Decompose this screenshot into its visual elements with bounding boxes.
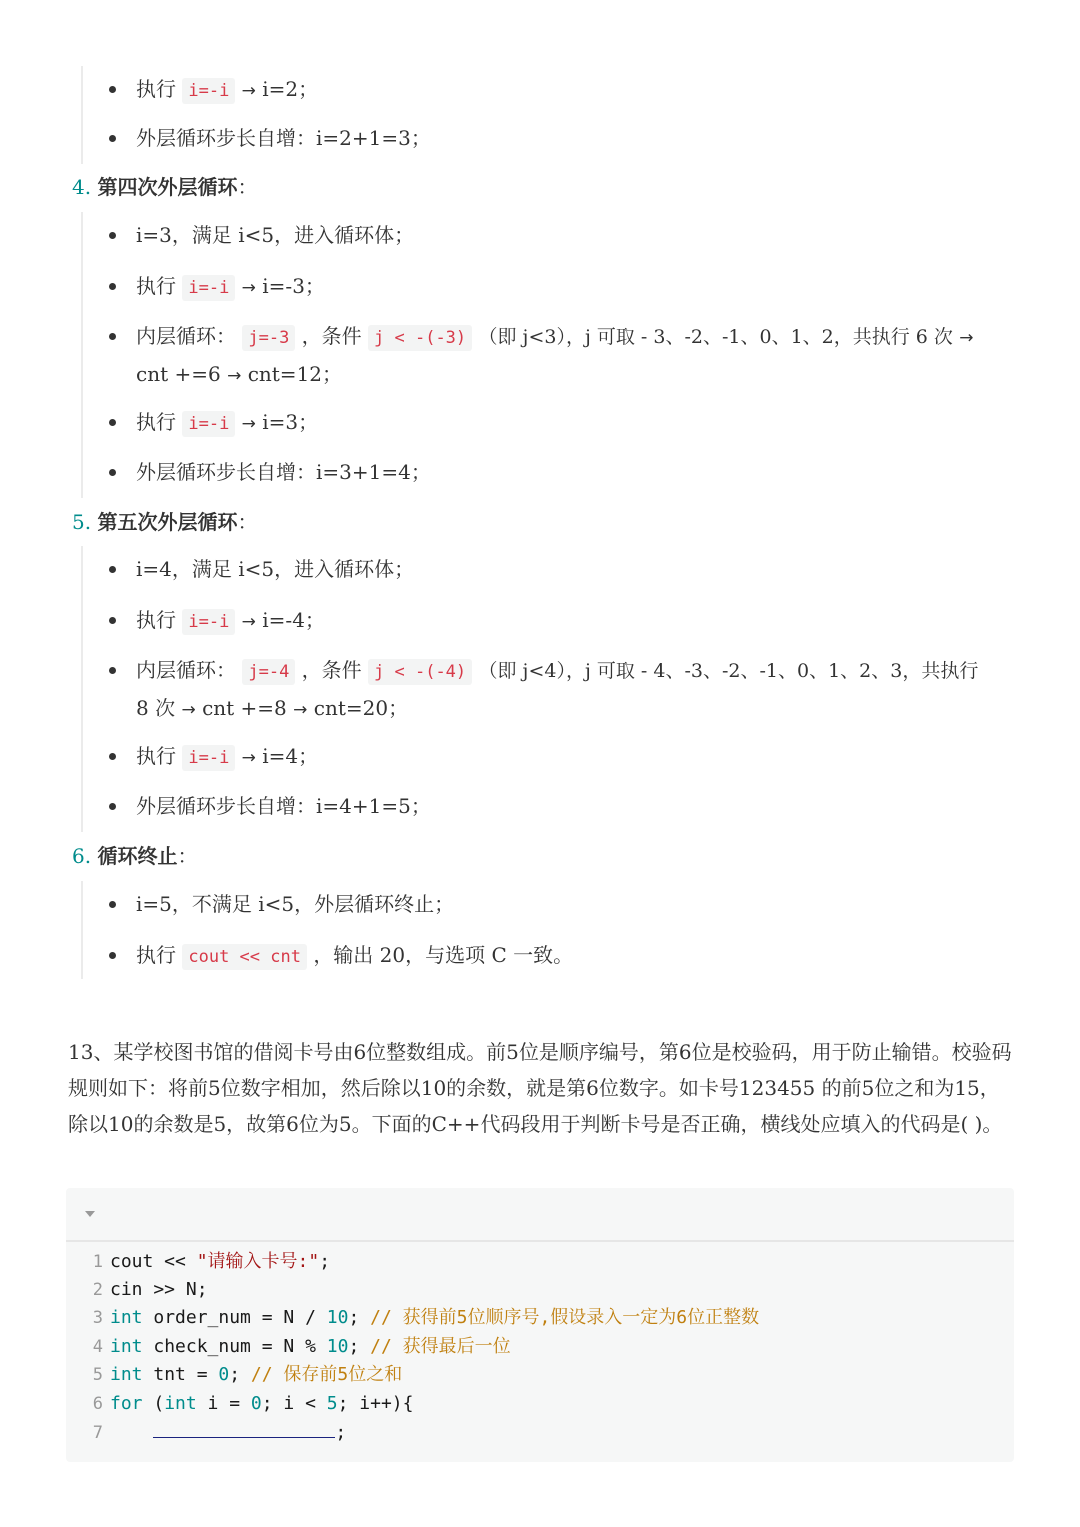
step-colon: ： (237, 175, 258, 199)
step-text: 执行 (136, 608, 176, 632)
code-string: "请输入卡号:" (196, 1251, 320, 1272)
arrow-icon: → (241, 278, 256, 298)
step-text: （即 j<3），j 可取 - 3、-2、-1、0、1、2，共执行 6 次 (478, 326, 953, 348)
step-heading-5 (72, 503, 257, 541)
step-number: 6. (72, 844, 92, 868)
step-number: 5. (72, 510, 92, 534)
step-text: 外层循环步长自增：i=4+1=5； (136, 794, 431, 818)
line-number: 2 (92, 1280, 103, 1300)
arrow-icon: → (293, 700, 308, 720)
code-token: ; i < (261, 1393, 327, 1414)
code-comment: // 保存前5位之和 (250, 1364, 403, 1385)
code-token: ; (348, 1307, 371, 1328)
fill-in-blank[interactable] (153, 1419, 335, 1438)
code-line-3 (66, 1304, 759, 1332)
code-token: cout << (110, 1251, 197, 1272)
step-text: i=3，满足 i<5，进入循环体； (136, 223, 415, 247)
code-keyword: int (164, 1393, 197, 1414)
code-token: tnt = (142, 1364, 219, 1385)
step-result: i=3； (262, 410, 319, 434)
step-title: 第四次外层循环 (97, 175, 238, 199)
step-text: 执行 (136, 274, 176, 298)
step-result: i=2； (262, 77, 319, 101)
code-keyword: int (110, 1336, 143, 1357)
code-token: ; (319, 1251, 331, 1272)
inline-code: i=-i (182, 78, 235, 104)
code-token: ; (335, 1422, 347, 1443)
step-title: 第五次外层循环 (97, 510, 238, 534)
line-number: 3 (92, 1308, 103, 1328)
arrow-icon: → (241, 612, 256, 632)
code-line-7 (66, 1419, 346, 1447)
arrow-icon: → (227, 366, 242, 386)
step-text: 外层循环步长自增：i=3+1=4； (136, 460, 431, 484)
code-line-5 (66, 1361, 402, 1389)
code-comment: // 获得最后一位 (370, 1336, 511, 1357)
arrow-icon: → (241, 748, 256, 768)
line-number: 4 (92, 1337, 103, 1357)
inline-code: i=-i (182, 745, 235, 771)
step-colon: ： (177, 844, 198, 868)
inline-code: i=-i (182, 411, 235, 437)
code-token: ; (348, 1336, 371, 1357)
code-line-1 (66, 1248, 330, 1276)
step-text: ，条件 (301, 324, 362, 348)
inline-code: i=-i (182, 609, 235, 635)
step-result: i=-4； (262, 608, 325, 632)
code-token: cin >> N; (110, 1279, 208, 1300)
step-text: 外层循环步长自增：i=2+1=3； (136, 126, 431, 150)
step3-bullets (81, 66, 1023, 164)
step-text: 执行 (136, 410, 176, 434)
step-result: cnt=20； (313, 696, 409, 720)
inline-code: j=-3 (242, 325, 295, 351)
step-result: ，输出 20，与选项 C 一致。 (313, 943, 574, 967)
code-token: ; i++){ (337, 1393, 414, 1414)
inline-code: cout << cnt (182, 944, 307, 970)
step6-bullets (81, 881, 1023, 979)
code-number: 0 (250, 1393, 262, 1414)
code-number: 5 (326, 1393, 338, 1414)
code-block-header (66, 1188, 1014, 1242)
code-block (66, 1188, 1014, 1462)
line-number: 1 (92, 1252, 103, 1272)
arrow-icon: → (959, 328, 974, 348)
code-token: ( (142, 1393, 165, 1414)
line-number: 6 (92, 1394, 103, 1414)
inline-code: i=-i (182, 275, 235, 301)
step-heading-6 (72, 837, 197, 875)
step-result: i=-3； (262, 274, 325, 298)
step-text: 执行 (136, 744, 176, 768)
inline-code: j < -(-3) (368, 325, 472, 351)
step-text: 内层循环： (136, 324, 236, 348)
arrow-icon: → (241, 81, 256, 101)
step5-bullets (81, 546, 1023, 832)
question-text: 13、某学校图书馆的借阅卡号由6位整数组成。前5位是顺序编号，第6位是校验码，用于防止输错。校验码规则如下：将前5位数字相加，然后除以10的余数，就是第6位数字。如卡号123455 的前5位之和为15，除以10的余数是5，故第6位为5。下面的C++代码段用于判断卡号是否正确，横线处应填入的代码是( )。 (68, 1040, 1012, 1136)
code-line-2 (66, 1276, 208, 1304)
code-number: 0 (218, 1364, 230, 1385)
step-colon: ： (237, 510, 258, 534)
step-text: （即 j<4），j 可取 - 4、-3、-2、-1、0、1、2、3，共执行 (478, 660, 979, 682)
code-line-4 (66, 1333, 511, 1361)
step-text: 内层循环： (136, 658, 236, 682)
step-text: 执行 (136, 77, 176, 101)
step-text: 执行 (136, 943, 176, 967)
code-number: 10 (326, 1336, 349, 1357)
code-line-6 (66, 1390, 413, 1418)
code-keyword: int (110, 1364, 143, 1385)
step4-bullets (81, 212, 1023, 498)
step-text: 8 次 (136, 696, 176, 720)
code-number: 10 (326, 1307, 349, 1328)
code-keyword: for (110, 1393, 143, 1414)
collapse-caret-icon[interactable] (85, 1211, 95, 1217)
step-text: cnt +=8 (202, 696, 287, 720)
inline-code: j < -(-4) (368, 659, 472, 685)
code-indent (110, 1422, 153, 1443)
code-token: order_num = N / (142, 1307, 327, 1328)
code-token: check_num = N % (142, 1336, 327, 1357)
step-result: i=4； (262, 744, 319, 768)
step-text: i=5，不满足 i<5，外层循环终止； (136, 892, 455, 916)
code-token: i = (196, 1393, 251, 1414)
line-number: 7 (92, 1423, 103, 1443)
step-heading-4 (72, 168, 257, 206)
step-text: ，条件 (301, 658, 362, 682)
code-token: ; (229, 1364, 251, 1385)
step-text: i=4，满足 i<5，进入循环体； (136, 557, 415, 581)
code-keyword: int (110, 1307, 143, 1328)
step-result: cnt=12； (247, 362, 343, 386)
inline-code: j=-4 (242, 659, 295, 685)
step-title: 循环终止 (97, 844, 178, 868)
step-text: cnt +=6 (136, 362, 221, 386)
arrow-icon: → (241, 414, 256, 434)
step-number: 4. (72, 175, 92, 199)
arrow-icon: → (181, 700, 196, 720)
line-number: 5 (92, 1365, 103, 1385)
code-comment: // 获得前5位顺序号,假设录入一定为6位正整数 (370, 1307, 760, 1328)
